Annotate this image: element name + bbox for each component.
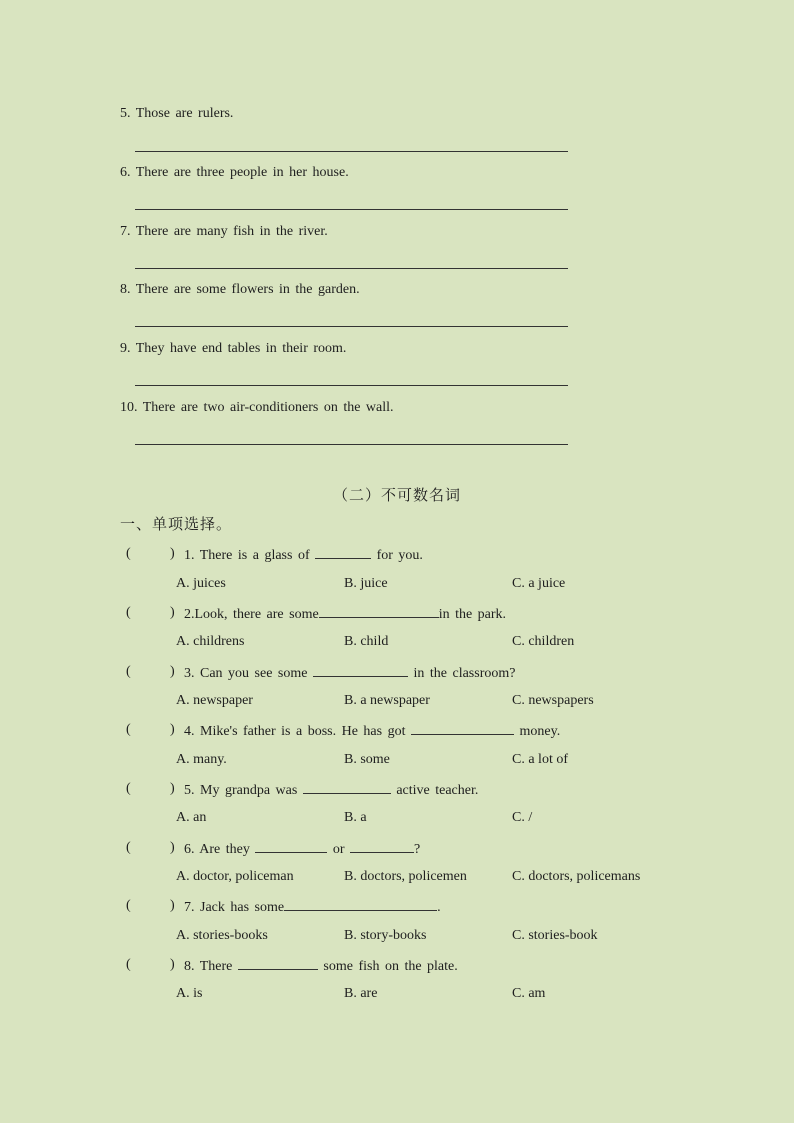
fill-blank[interactable] [255, 839, 327, 853]
question-7 [126, 897, 546, 915]
question-5 [126, 780, 546, 798]
question-4 [126, 721, 586, 739]
option-a[interactable]: A. juices [176, 576, 226, 591]
question-8 [126, 956, 546, 974]
question-3 [126, 663, 546, 681]
answer-paren-close[interactable]: ) [170, 957, 175, 972]
answer-paren-close[interactable]: ) [170, 546, 175, 561]
fill-blank[interactable] [350, 839, 414, 853]
question-text: 8. There some fish on the plate. [184, 956, 458, 976]
option-c[interactable]: C. a lot of [512, 752, 568, 767]
fill-blank[interactable] [313, 663, 408, 677]
fill-blank[interactable] [315, 545, 371, 559]
question-6 [126, 839, 546, 857]
answer-paren-close[interactable]: ) [170, 840, 175, 855]
option-b[interactable]: B. doctors, policemen [344, 869, 467, 884]
fill-blank[interactable] [411, 721, 514, 735]
option-a[interactable]: A. is [176, 986, 203, 1001]
option-c[interactable]: C. doctors, policemans [512, 869, 641, 884]
answer-paren-close[interactable]: ) [170, 664, 175, 679]
answer-paren-open[interactable]: ( [126, 605, 131, 620]
question-text: 5. My grandpa was active teacher. [184, 780, 478, 800]
answer-line-8[interactable] [135, 326, 568, 327]
answer-paren-close[interactable]: ) [170, 781, 175, 796]
option-c[interactable]: C. newspapers [512, 693, 594, 708]
rewrite-item-6: 6. There are three people in her house. [120, 165, 349, 180]
fill-blank[interactable] [284, 897, 437, 911]
question-text: 6. Are they or ? [184, 839, 420, 859]
answer-paren-open[interactable]: ( [126, 781, 131, 796]
option-a[interactable]: A. an [176, 810, 207, 825]
option-b[interactable]: B. story-books [344, 928, 427, 943]
answer-line-5[interactable] [135, 151, 568, 152]
answer-paren-open[interactable]: ( [126, 898, 131, 913]
answer-paren-open[interactable]: ( [126, 546, 131, 561]
question-text: 3. Can you see some in the classroom? [184, 663, 515, 683]
question-text: 4. Mike's father is a boss. He has got money. [184, 721, 560, 741]
answer-paren-close[interactable]: ) [170, 722, 175, 737]
question-text: 1. There is a glass of for you. [184, 545, 423, 565]
rewrite-item-9: 9. They have end tables in their room. [120, 341, 347, 356]
option-b[interactable]: B. a newspaper [344, 693, 430, 708]
answer-paren-open[interactable]: ( [126, 664, 131, 679]
rewrite-item-7: 7. There are many fish in the river. [120, 224, 328, 239]
rewrite-item-5: 5. Those are rulers. [120, 106, 234, 121]
answer-line-9[interactable] [135, 385, 568, 386]
option-a[interactable]: A. doctor, policeman [176, 869, 294, 884]
option-b[interactable]: B. juice [344, 576, 388, 591]
answer-line-7[interactable] [135, 268, 568, 269]
option-a[interactable]: A. newspaper [176, 693, 253, 708]
part-title: 一、单项选择。 [120, 515, 233, 533]
option-c[interactable]: C. stories-book [512, 928, 598, 943]
question-text: 7. Jack has some . [184, 897, 441, 917]
option-a[interactable]: A. stories-books [176, 928, 268, 943]
answer-line-6[interactable] [135, 209, 568, 210]
rewrite-item-8: 8. There are some flowers in the garden. [120, 282, 360, 297]
option-c[interactable]: C. children [512, 634, 575, 649]
answer-paren-close[interactable]: ) [170, 898, 175, 913]
answer-paren-close[interactable]: ) [170, 605, 175, 620]
fill-blank[interactable] [303, 780, 391, 794]
option-a[interactable]: A. childrens [176, 634, 245, 649]
option-b[interactable]: B. child [344, 634, 389, 649]
option-b[interactable]: B. some [344, 752, 390, 767]
answer-paren-open[interactable]: ( [126, 840, 131, 855]
answer-paren-open[interactable]: ( [126, 957, 131, 972]
option-c[interactable]: C. a juice [512, 576, 566, 591]
answer-paren-open[interactable]: ( [126, 722, 131, 737]
option-b[interactable]: B. are [344, 986, 378, 1001]
option-a[interactable]: A. many. [176, 752, 227, 767]
fill-blank[interactable] [238, 956, 318, 970]
rewrite-item-10: 10. There are two air-conditioners on the wall. [120, 400, 394, 415]
question-2 [126, 604, 546, 622]
option-b[interactable]: B. a [344, 810, 367, 825]
answer-line-10[interactable] [135, 444, 568, 445]
option-c[interactable]: C. am [512, 986, 546, 1001]
option-c[interactable]: C. / [512, 810, 533, 825]
question-1 [126, 545, 526, 563]
fill-blank[interactable] [319, 604, 439, 618]
section-title: （二）不可数名词 [332, 486, 461, 504]
question-text: 2.Look, there are some in the park. [184, 604, 506, 624]
